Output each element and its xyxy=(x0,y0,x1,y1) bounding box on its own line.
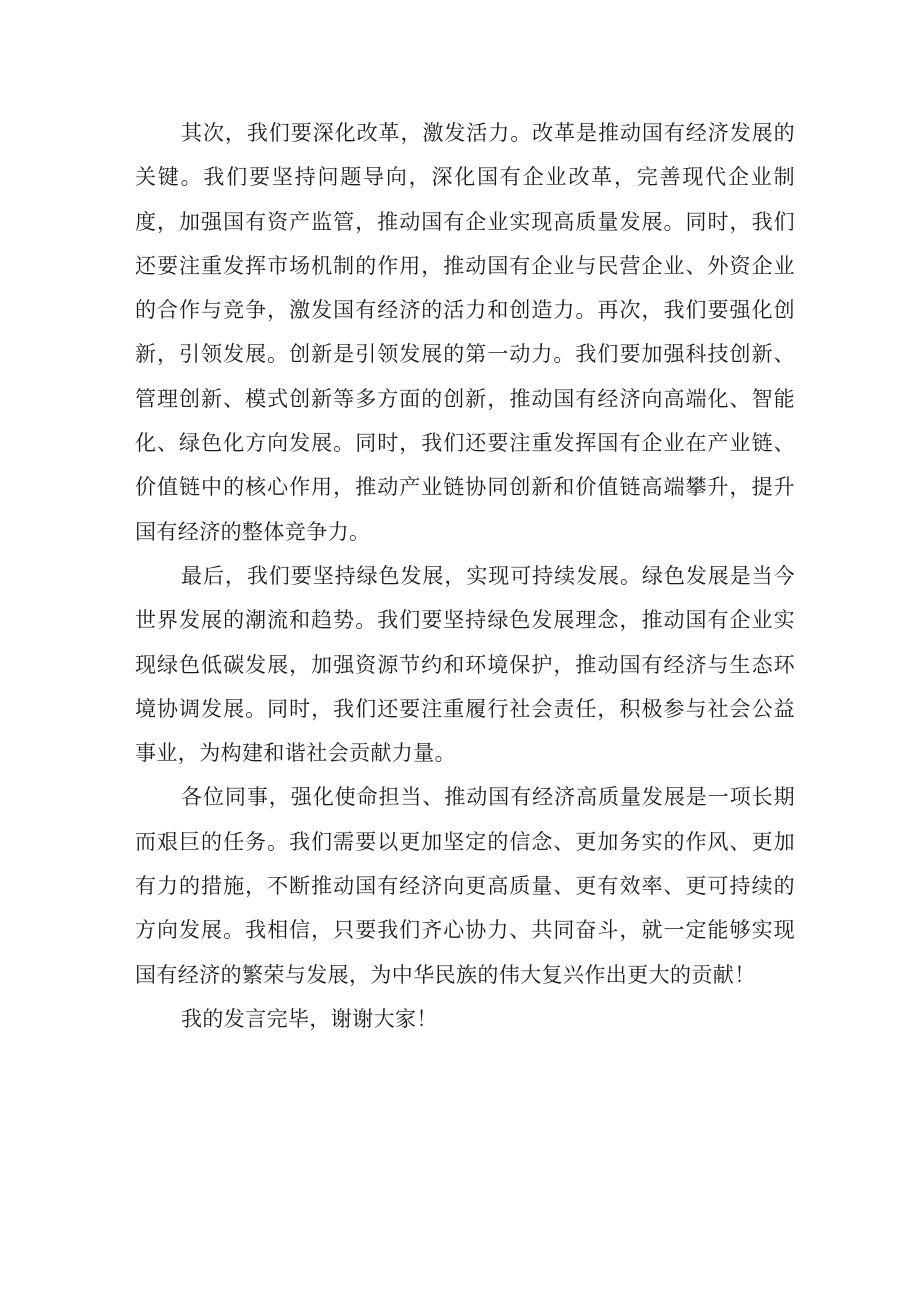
paragraph-closing: 我的发言完毕，谢谢大家！ xyxy=(181,1006,438,1031)
paragraph-colleagues-call: 各位同事，强化使命担当、推动国有经济高质量发展是一项长期而艰巨的任务。我们需要以更加坚定的信念、更加务实的作风、更加有力的措施，不断推动国有经济向更高质量、更有效率、更可持续的方向发展。我相信，只要我们齐心协力、共同奋斗，就一定能够实现国有经济的繁荣与发展，为中华民族的伟大复兴作出更大的贡献！ xyxy=(135,785,795,987)
paragraph-green-development: 最后，我们要坚持绿色发展，实现可持续发展。绿色发展是当今世界发展的潮流和趋势。我们要坚持绿色发展理念，推动国有企业实现绿色低碳发展，加强资源节约和环境保护，推动国有经济与生态环境协调发展。同时，我们还要注重履行社会责任，积极参与社会公益事业，为构建和谐社会贡献力量。 xyxy=(135,563,795,766)
document-body xyxy=(135,111,795,1041)
paragraph-reform-innovation: 其次，我们要深化改革，激发活力。改革是推动国有经济发展的关键。我们要坚持问题导向，深化国有企业改革，完善现代企业制度，加强国有资产监管，推动国有企业实现高质量发展。同时，我们还要注重发挥市场机制的作用，推动国有企业与民营企业、外资企业的合作与竞争，激发国有经济的活力和创造力。再次，我们要强化创新，引领发展。创新是引领发展的第一动力。我们要加强科技创新、管理创新、模式创新等多方面的创新，推动国有经济向高端化、智能化、绿色化方向发展。同时，我们还要注重发挥国有企业在产业链、价值链中的核心作用，推动产业链协同创新和价值链高端攀升，提升国有经济的整体竞争力。 xyxy=(135,121,795,544)
